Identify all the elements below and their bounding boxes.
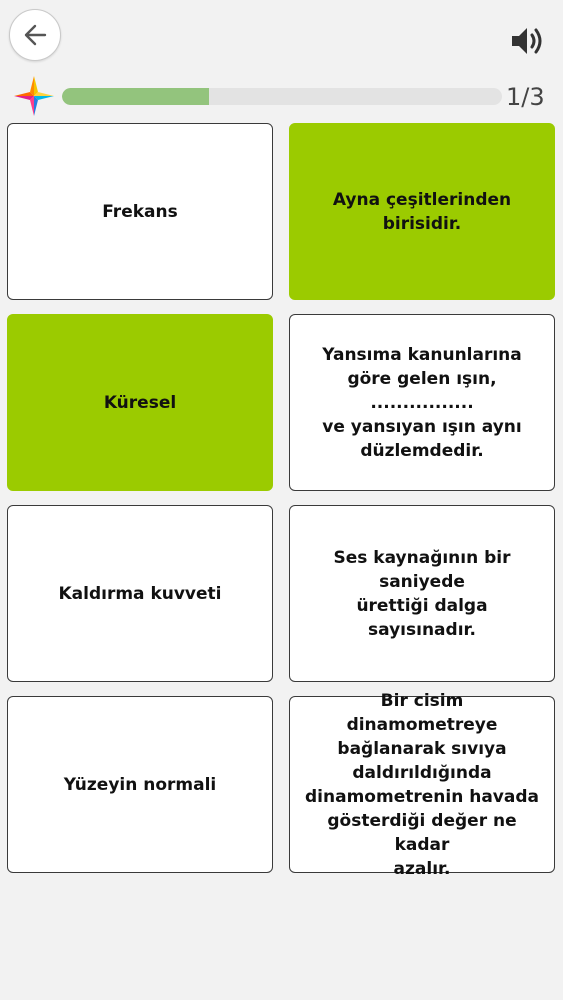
card-text: Küresel <box>103 392 177 413</box>
answer-card[interactable] <box>7 314 273 491</box>
answer-card[interactable] <box>7 505 273 682</box>
colorful-star-icon <box>13 75 55 117</box>
card-text: Yüzeyin normali <box>63 774 217 795</box>
card-text: Kaldırma kuvveti <box>58 583 222 604</box>
card-text: Frekans <box>102 201 178 222</box>
progress-fill <box>62 88 209 105</box>
answer-card[interactable] <box>7 123 273 300</box>
answer-card[interactable] <box>289 314 555 491</box>
card-text: Ses kaynağının bir saniyede ürettiği dalga sayısınadır. <box>333 547 511 640</box>
question-counter: 1/3 <box>506 83 545 111</box>
arrow-left-icon <box>22 23 48 47</box>
answer-card[interactable] <box>289 505 555 682</box>
progress-bar <box>62 88 502 105</box>
back-button[interactable] <box>9 9 61 61</box>
answer-card[interactable] <box>7 696 273 873</box>
card-text: Ayna çeşitlerinden birisidir. <box>332 189 512 234</box>
card-text: Yansıma kanunlarına göre gelen ışın, ................ ve yansıyan ışın aynı düzlemdedir. <box>322 344 522 461</box>
answer-card[interactable] <box>289 123 555 300</box>
answer-card[interactable] <box>289 690 555 879</box>
speaker-volume-icon <box>510 25 546 57</box>
card-text: Bir cisim dinamometreye bağlanarak sıvıya daldırıldığında dinamometrenin havada gösterdiği değer ne kadar azalır. <box>305 690 539 879</box>
sound-button[interactable] <box>508 22 548 60</box>
